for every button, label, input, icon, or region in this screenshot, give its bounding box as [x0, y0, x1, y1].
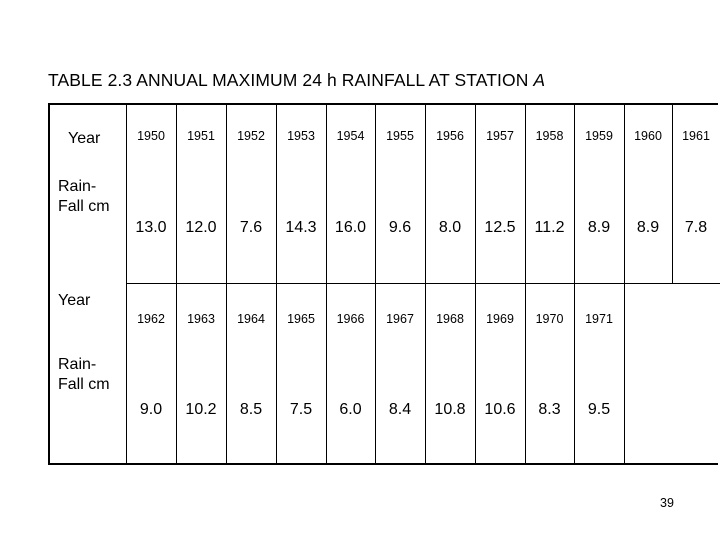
year-cell: 1964: [237, 312, 265, 326]
rainfall-cell: 10.8: [434, 401, 466, 418]
rainfall-label-2: Rain- Fall cm: [58, 356, 110, 393]
rainfall-cell: 8.5: [239, 401, 263, 418]
year-cell: 1954: [336, 129, 365, 143]
year-cell: 1969: [486, 312, 514, 326]
year-cell: 1962: [137, 312, 165, 326]
year-cell: 1961: [682, 129, 710, 143]
year-label-2: Year: [58, 292, 91, 309]
rainfall-cell: 13.0: [135, 219, 167, 236]
rainfall-cell: 6.0: [339, 401, 362, 418]
title-text: TABLE 2.3 ANNUAL MAXIMUM 24 h RAINFALL AT STATION: [48, 70, 534, 90]
rainfall-cell: 12.0: [185, 219, 217, 236]
year-cell: 1966: [336, 312, 365, 326]
rainfall-cell: 9.0: [139, 401, 163, 418]
rainfall-cell: 7.5: [289, 401, 313, 418]
year-cell: 1958: [535, 129, 564, 143]
year-cell: 1956: [436, 129, 464, 143]
column-line: [624, 105, 625, 463]
block-separator: [126, 283, 720, 284]
title-station: A: [533, 70, 546, 90]
rainfall-cell: 9.5: [587, 401, 611, 418]
year-cell: 1968: [436, 312, 464, 326]
year-cell: 1960: [634, 129, 662, 143]
rainfall-cell: 10.6: [484, 401, 516, 418]
year-cell: 1952: [237, 129, 265, 143]
page-number: 39: [660, 496, 674, 510]
rainfall-cell: 8.9: [587, 219, 611, 236]
rainfall-table: [48, 103, 718, 465]
year-cell: 1971: [585, 312, 613, 326]
table-title: [48, 70, 545, 91]
rainfall-cell: 7.8: [684, 219, 708, 236]
year-cell: 1967: [386, 312, 414, 326]
rainfall-label-1: Rain- Fall cm: [58, 178, 110, 215]
rainfall-cell: 8.3: [538, 401, 561, 418]
year-cell: 1963: [187, 312, 215, 326]
rainfall-cell: 12.5: [484, 219, 516, 236]
year-label-1: Year: [68, 130, 101, 147]
rainfall-cell: 10.2: [185, 401, 217, 418]
rainfall-cell: 8.9: [636, 219, 660, 236]
year-cell: 1965: [287, 312, 315, 326]
rainfall-cell: 8.0: [438, 219, 462, 236]
rainfall-cell: 14.3: [285, 219, 317, 236]
year-cell: 1953: [287, 129, 315, 143]
year-cell: 1955: [386, 129, 414, 143]
year-cell: 1950: [137, 129, 165, 143]
year-cell: 1959: [585, 129, 613, 143]
rainfall-cell: 11.2: [534, 219, 565, 236]
rainfall-cell: 9.6: [388, 219, 412, 236]
year-cell: 1957: [486, 129, 514, 143]
year-cell: 1970: [535, 312, 564, 326]
rainfall-cell: 8.4: [388, 401, 412, 418]
rainfall-cell: 7.6: [239, 219, 263, 236]
year-cell: 1951: [187, 129, 215, 143]
rainfall-cell: 16.0: [334, 219, 367, 236]
